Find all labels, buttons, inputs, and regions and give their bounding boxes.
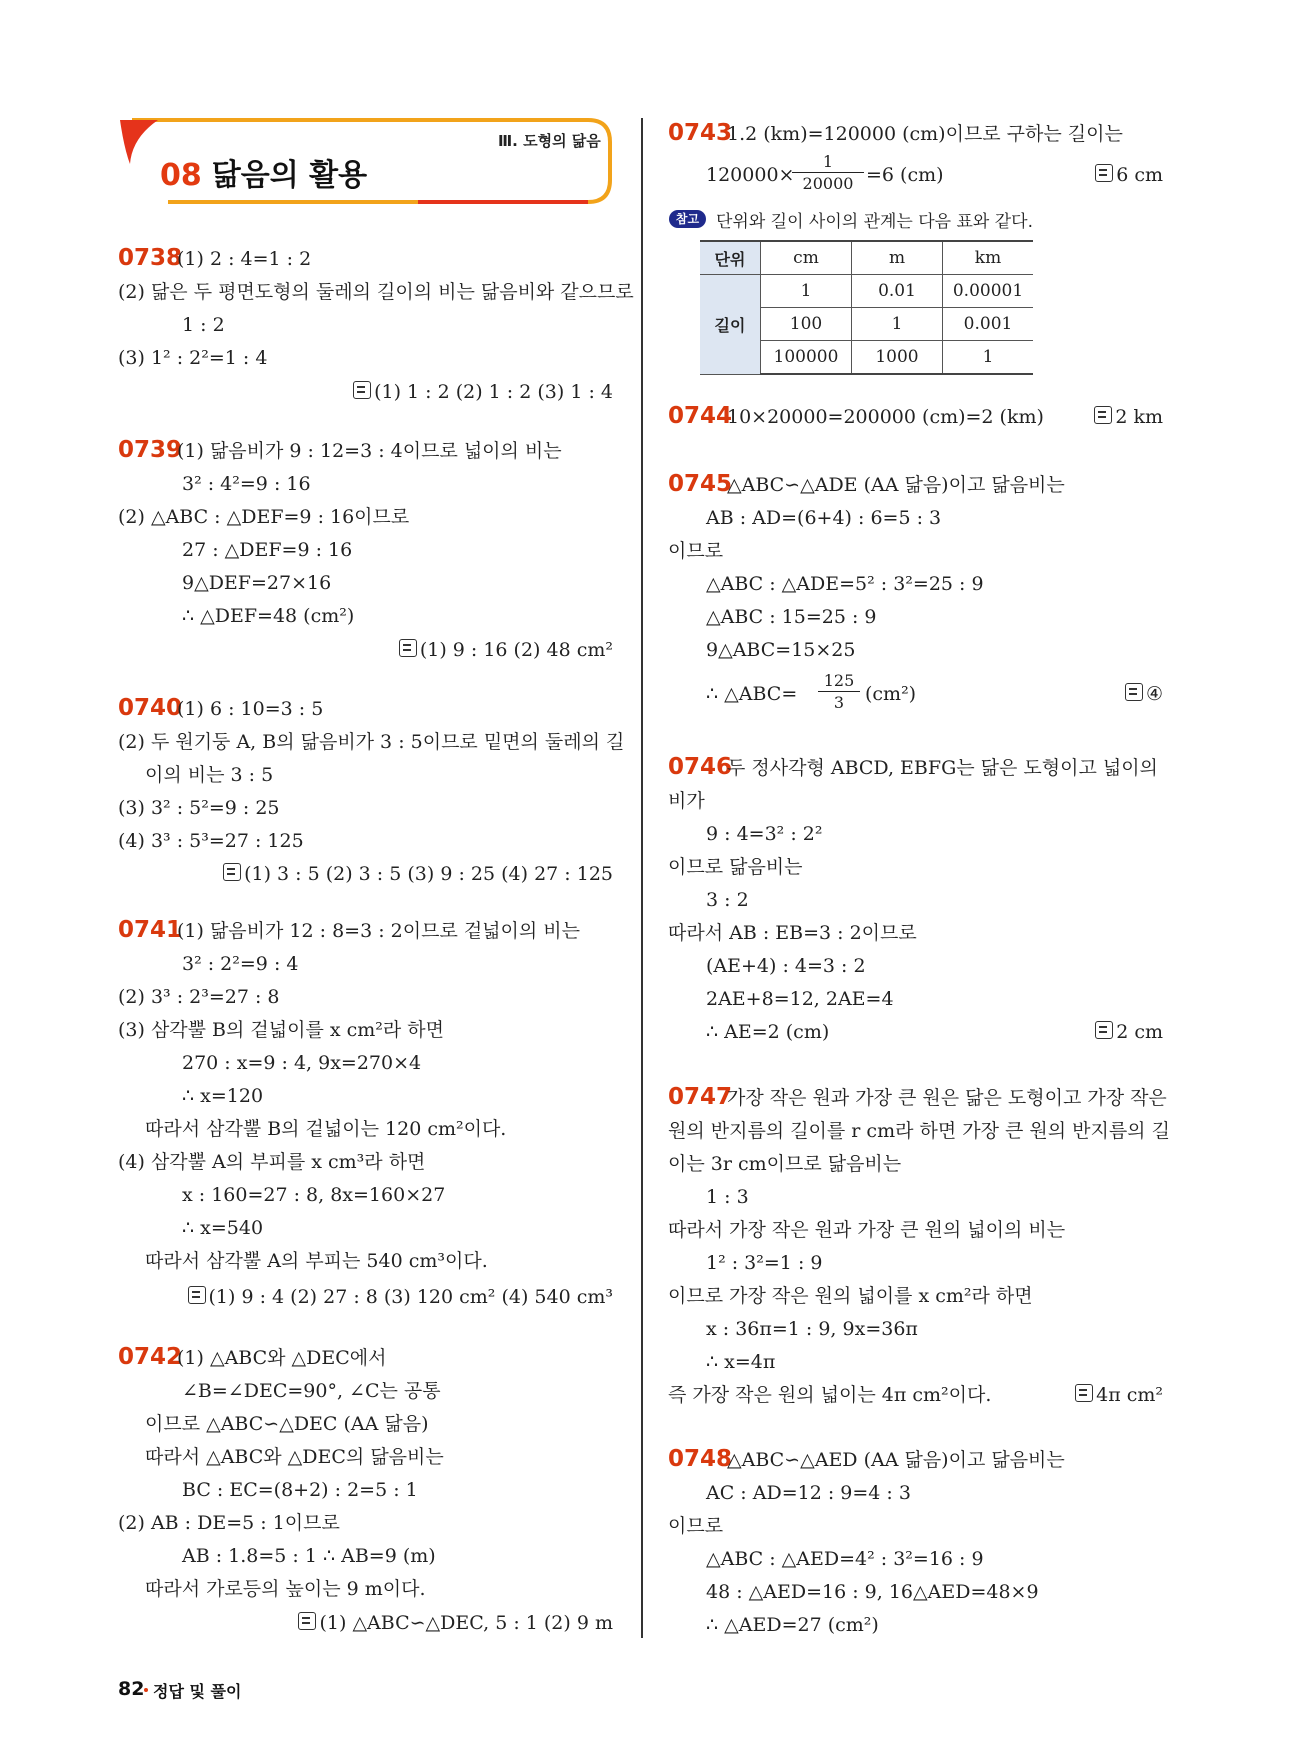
answer-icon (1095, 1021, 1113, 1039)
solution-line: (4) 3³ : 5³=27 : 125 (118, 830, 304, 852)
solution-line: 9△DEF=27×16 (182, 572, 332, 594)
solution-line: ∴ △DEF=48 (cm²) (182, 605, 355, 627)
solution-line: 2AE+8=12, 2AE=4 (706, 988, 894, 1010)
solution-line: 270 : x=9 : 4, 9x=270×4 (182, 1052, 422, 1074)
solution-line: 따라서 △ABC와 △DEC의 닮음비는 (145, 1446, 444, 1468)
fraction-denominator: 20000 (802, 174, 854, 193)
answer: (1) △ABC∽△DEC, 5 : 1 (2) 9 m (298, 1611, 613, 1635)
table-cell: 0.01 (852, 275, 943, 308)
solution-line: △ABC∽△AED (AA 닮음)이고 닮음비는 (727, 1449, 1065, 1471)
solution-line: (3) 삼각뿔 B의 겉넓이를 x cm²라 하면 (118, 1019, 444, 1041)
solution-line: 두 정사각형 ABCD, EBFG는 닮은 도형이고 넓이의 (727, 757, 1158, 779)
answer-icon (223, 863, 241, 881)
solution-line: x : 160=27 : 8, 8x=160×27 (182, 1184, 446, 1206)
solution-line: 1 : 2 (182, 314, 225, 336)
solution-line: 1.2 (km)=120000 (cm)이므로 구하는 길이는 (727, 123, 1123, 145)
answer: 4π cm² (1075, 1383, 1163, 1407)
solution-line: ∴ △ABC= (706, 683, 798, 705)
solution-line: 비가 (668, 790, 705, 812)
solution-line: 이므로 (668, 540, 724, 562)
solution-line: 9△ABC=15×25 (706, 639, 856, 661)
problem-number: 0747 (668, 1084, 733, 1110)
answer: (1) 9 : 16 (2) 48 cm² (399, 638, 613, 662)
solution-line: (2) 닮은 두 평면도형의 둘레의 길이의 비는 닮음비와 같으므로 (118, 281, 634, 303)
fraction-numerator: 125 (818, 671, 860, 692)
table-cell: 0.00001 (943, 275, 1034, 308)
solution-line: (1) 닮음비가 12 : 8=3 : 2이므로 겉넓이의 비는 (177, 920, 580, 942)
unit-table (700, 240, 1033, 375)
answer-icon (353, 381, 371, 399)
solution-line: 3 : 2 (706, 889, 749, 911)
solution-line: ∴ △AED=27 (cm²) (706, 1614, 879, 1636)
table-cell: 1 (761, 275, 852, 308)
answer-icon (1095, 164, 1113, 182)
answer: ④ (1125, 682, 1163, 706)
solution-line: 이므로 닮음비는 (668, 856, 803, 878)
solution-line: 원의 반지름의 길이를 r cm라 하면 가장 큰 원의 반지름의 길 (668, 1120, 1170, 1142)
solution-line: 27 : △DEF=9 : 16 (182, 539, 353, 561)
answer: (1) 1 : 2 (2) 1 : 2 (3) 1 : 4 (353, 380, 613, 404)
solution-line: (2) 두 원기둥 A, B의 닮음비가 3 : 5이므로 밑면의 둘레의 길 (118, 731, 625, 753)
answer: 6 cm (1095, 163, 1163, 187)
solution-line: ∴ x=4π (706, 1351, 776, 1373)
table-cell: 0.001 (943, 308, 1034, 341)
fraction-numerator: 1 (792, 152, 864, 173)
solution-line: △ABC : △ADE=5² : 3²=25 : 9 (706, 573, 984, 595)
note-text: 단위와 길이 사이의 관계는 다음 표와 같다. (716, 212, 1034, 232)
solution-line: 따라서 삼각뿔 B의 겉넓이는 120 cm²이다. (145, 1118, 507, 1140)
note-badge: 참고 (669, 210, 706, 228)
chapter-label: Ⅲ. 도형의 닮음 (498, 132, 601, 150)
table-header: cm (761, 241, 852, 275)
solution-line: 120000× (706, 164, 795, 186)
problem-number: 0746 (668, 754, 733, 780)
solution-line: (3) 3² : 5²=9 : 25 (118, 797, 280, 819)
solution-line: 즉 가장 작은 원의 넓이는 4π cm²이다. (668, 1384, 992, 1406)
section-title (160, 150, 367, 194)
table-cell: 1000 (852, 341, 943, 375)
solution-line: AC : AD=12 : 9=4 : 3 (706, 1482, 911, 1504)
solution-line: (AE+4) : 4=3 : 2 (706, 955, 866, 977)
footer-dot (144, 1688, 148, 1692)
solution-line: 3² : 4²=9 : 16 (182, 473, 311, 495)
solution-line: (4) 삼각뿔 A의 부피를 x cm³라 하면 (118, 1151, 426, 1173)
solution-line: 이므로 △ABC∽△DEC (AA 닮음) (145, 1413, 429, 1435)
page-number: 82 (118, 1678, 145, 1700)
solution-line: 3² : 2²=9 : 4 (182, 953, 299, 975)
problem-number: 0739 (118, 437, 183, 463)
solution-line: (1) △ABC와 △DEC에서 (177, 1347, 387, 1369)
problem-number: 0745 (668, 471, 733, 497)
solution-line: △ABC : 15=25 : 9 (706, 606, 877, 628)
solution-line: 9 : 4=3² : 2² (706, 823, 823, 845)
answer: (1) 3 : 5 (2) 3 : 5 (3) 9 : 25 (4) 27 : 125 (223, 862, 613, 886)
answer: 2 km (1094, 405, 1163, 429)
solution-line: 이므로 (668, 1515, 724, 1537)
section-number: 08 (160, 158, 202, 193)
problem-number: 0738 (118, 245, 183, 271)
solution-line: 따라서 가로등의 높이는 9 m이다. (145, 1578, 426, 1600)
solution-line: (1) 닮음비가 9 : 12=3 : 4이므로 넓이의 비는 (177, 440, 562, 462)
table-header: km (943, 241, 1034, 275)
solution-line: AB : AD=(6+4) : 6=5 : 3 (706, 507, 942, 529)
table-header: m (852, 241, 943, 275)
solution-line: (2) △ABC : △DEF=9 : 16이므로 (118, 506, 410, 528)
problem-number: 0740 (118, 695, 183, 721)
solution-line: 가장 작은 원과 가장 큰 원은 닮은 도형이고 가장 작은 (727, 1087, 1167, 1109)
solution-line: 10×20000=200000 (cm)=2 (km) (727, 406, 1044, 428)
problem-number: 0741 (118, 917, 183, 943)
solution-line: 1 : 3 (706, 1186, 749, 1208)
solution-line: 48 : △AED=16 : 9, 16△AED=48×9 (706, 1581, 1039, 1603)
solution-line: ∴ AE=2 (cm) (706, 1021, 830, 1043)
solution-line: ∴ x=540 (182, 1217, 264, 1239)
solution-line: =6 (cm) (866, 164, 944, 186)
solution-line: 이의 비는 3 : 5 (145, 764, 274, 786)
solution-line: 이므로 가장 작은 원의 넓이를 x cm²라 하면 (668, 1285, 1033, 1307)
solution-line: x : 36π=1 : 9, 9x=36π (706, 1318, 918, 1340)
solution-line: (2) 3³ : 2³=27 : 8 (118, 986, 280, 1008)
solution-line: 1² : 3²=1 : 9 (706, 1252, 823, 1274)
solution-line: (cm²) (865, 683, 917, 705)
problem-number: 0743 (668, 120, 733, 146)
table-cell: 100000 (761, 341, 852, 375)
solution-line: (3) 1² : 2²=1 : 4 (118, 347, 268, 369)
problem-number: 0742 (118, 1344, 183, 1370)
solution-line: 이는 3r cm이므로 닮음비는 (668, 1153, 902, 1175)
answer-icon (1094, 406, 1112, 424)
answer-icon (1125, 683, 1143, 701)
answer: (1) 9 : 4 (2) 27 : 8 (3) 120 cm² (4) 540 cm³ (188, 1285, 614, 1309)
solution-line: 따라서 AB : EB=3 : 2이므로 (668, 922, 917, 944)
solution-line: ∴ x=120 (182, 1085, 264, 1107)
solution-line: △ABC : △AED=4² : 3²=16 : 9 (706, 1548, 984, 1570)
solution-line: ∠B=∠DEC=90°, ∠C는 공통 (182, 1380, 441, 1402)
solution-line: 따라서 가장 작은 원과 가장 큰 원의 넓이의 비는 (668, 1219, 1066, 1241)
section-title-text: 닮음의 활용 (211, 158, 368, 193)
answer-icon (188, 1286, 206, 1304)
solution-line: △ABC∽△ADE (AA 닮음)이고 닮음비는 (727, 474, 1065, 496)
table-cell: 100 (761, 308, 852, 341)
problem-number: 0744 (668, 403, 733, 429)
solution-line: (1) 6 : 10=3 : 5 (177, 698, 324, 720)
table-cell: 1 (943, 341, 1034, 375)
footer-text: 정답 및 풀이 (153, 1682, 242, 1701)
answer-icon (1075, 1384, 1093, 1402)
solution-line: (1) 2 : 4=1 : 2 (177, 248, 312, 270)
table-header: 단위 (700, 241, 761, 275)
column-divider (641, 118, 643, 1638)
table-cell: 1 (852, 308, 943, 341)
answer: 2 cm (1095, 1020, 1163, 1044)
solution-line: (2) AB : DE=5 : 1이므로 (118, 1512, 340, 1534)
solution-line: AB : 1.8=5 : 1 ∴ AB=9 (m) (182, 1545, 436, 1567)
solution-line: BC : EC=(8+2) : 2=5 : 1 (182, 1479, 418, 1501)
fraction-denominator: 3 (833, 693, 845, 712)
answer-icon (298, 1612, 316, 1630)
solution-line: 따라서 삼각뿔 A의 부피는 540 cm³이다. (145, 1250, 488, 1272)
table-row-label: 길이 (700, 275, 761, 375)
answer-icon (399, 639, 417, 657)
problem-number: 0748 (668, 1446, 733, 1472)
